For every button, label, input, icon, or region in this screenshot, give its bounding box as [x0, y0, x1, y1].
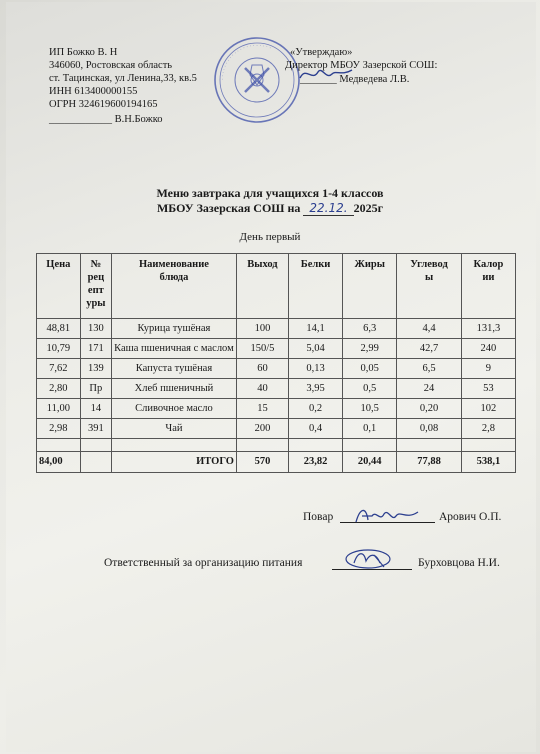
column-header-carbs: Углевод ы: [397, 254, 462, 319]
cook-name: Арович О.П.: [439, 511, 502, 523]
cell-protein: 0,2: [288, 399, 342, 419]
column-header-fat: Жиры: [343, 254, 397, 319]
column-header-price: Цена: [37, 254, 81, 319]
empty-cell: [236, 439, 288, 452]
cell-calories: 9: [461, 359, 515, 379]
cell-fat: 2,99: [343, 339, 397, 359]
responsible-signature-scribble: [340, 545, 400, 573]
empty-cell: [37, 439, 81, 452]
school-name: МБОУ Зазерская СОШ на: [156, 201, 301, 215]
total-recipe-number: [80, 452, 111, 473]
table-row: [37, 319, 516, 339]
total-fat: 20,44: [343, 452, 397, 473]
cell-protein: 5,04: [288, 339, 342, 359]
approve-label: «Утверждаю»: [290, 47, 353, 58]
cell-carbs: 0,20: [397, 399, 462, 419]
column-header-yield: Выход: [236, 254, 288, 319]
cell-yield: 40: [236, 379, 288, 399]
cell-price: 2,80: [37, 379, 81, 399]
company-ogrn: ОГРН 324619600194165: [49, 99, 158, 110]
responsible-name: Бурховцова Н.И.: [418, 557, 500, 569]
signature-blank: ____________: [49, 114, 112, 125]
menu-school-date: [0, 201, 540, 216]
table-total-row: [37, 452, 516, 473]
cell-dish-name: Хлеб пшеничный: [111, 379, 236, 399]
column-header-protein: Белки: [288, 254, 342, 319]
cell-protein: 0,13: [288, 359, 342, 379]
empty-cell: [80, 439, 111, 452]
cell-dish-name: Курица тушёная: [111, 319, 236, 339]
cell-recipe-number: Пр: [80, 379, 111, 399]
cell-recipe-number: 171: [80, 339, 111, 359]
approve-position: Директор МБОУ Зазерской СОШ:: [285, 60, 438, 71]
cell-recipe-number: 391: [80, 419, 111, 439]
cell-dish-name: Каша пшеничная с маслом: [111, 339, 236, 359]
company-signature: [49, 113, 163, 126]
empty-cell: [111, 439, 236, 452]
cell-calories: 102: [461, 399, 515, 419]
cell-carbs: 42,7: [397, 339, 462, 359]
cell-price: 10,79: [37, 339, 81, 359]
menu-title: Меню завтрака для учащихся 1-4 классов: [156, 186, 384, 200]
empty-cell: [288, 439, 342, 452]
cell-dish-name: Чай: [111, 419, 236, 439]
cell-fat: 6,3: [343, 319, 397, 339]
cell-fat: 0,1: [343, 419, 397, 439]
company-address-street: ст. Тацинская, ул Ленина,33, кв.5: [49, 73, 197, 84]
cell-yield: 15: [236, 399, 288, 419]
cell-dish-name: Капуста тушёная: [111, 359, 236, 379]
table-row: [37, 399, 516, 419]
company-address-region: 346060, Ростовская область: [49, 60, 173, 71]
cell-price: 11,00: [37, 399, 81, 419]
company-name: ИП Божко В. Н: [49, 47, 118, 58]
cell-calories: 2,8: [461, 419, 515, 439]
cell-yield: 60: [236, 359, 288, 379]
cell-calories: 131,3: [461, 319, 515, 339]
column-header-calories: Калор ии: [461, 254, 515, 319]
cell-price: 2,98: [37, 419, 81, 439]
empty-cell: [343, 439, 397, 452]
svg-text:· · · · · · · · · · · · · · ·: · · · · · · · · · · · · · · · · · · · · ·: [219, 42, 272, 81]
cell-dish-name: Сливочное масло: [111, 399, 236, 419]
column-header-recipe-number: № рец епт уры: [80, 254, 111, 319]
column-header-dish-name: Наименование блюда: [111, 254, 236, 319]
cook-label: Повар: [303, 511, 334, 523]
cell-recipe-number: 14: [80, 399, 111, 419]
cell-yield: 200: [236, 419, 288, 439]
director-signature-scribble: [296, 62, 356, 84]
table-row: [37, 359, 516, 379]
table-row: [37, 379, 516, 399]
table-header-row: [37, 254, 516, 319]
cell-fat: 0,5: [343, 379, 397, 399]
cell-yield: 100: [236, 319, 288, 339]
total-carbs: 77,88: [397, 452, 462, 473]
cell-recipe-number: 139: [80, 359, 111, 379]
menu-date: 22.12.: [303, 201, 353, 216]
total-yield: 570: [236, 452, 288, 473]
cell-carbs: 4,4: [397, 319, 462, 339]
empty-cell: [461, 439, 515, 452]
cell-recipe-number: 130: [80, 319, 111, 339]
responsible-label: Ответственный за организацию питания: [104, 557, 303, 569]
cell-carbs: 0,08: [397, 419, 462, 439]
cell-carbs: 6,5: [397, 359, 462, 379]
cell-fat: 0,05: [343, 359, 397, 379]
total-protein: 23,82: [288, 452, 342, 473]
cell-yield: 150/5: [236, 339, 288, 359]
approve-blank: _______: [300, 74, 337, 85]
empty-cell: [397, 439, 462, 452]
cell-price: 48,81: [37, 319, 81, 339]
official-seal-stamp: [212, 35, 302, 125]
approve-name: Медведева Л.В.: [339, 74, 410, 85]
total-price: 84,00: [37, 452, 81, 473]
cook-signature-scribble: [352, 502, 422, 528]
total-dish-name: ИТОГО: [111, 452, 236, 473]
total-calories: 538,1: [461, 452, 515, 473]
cell-calories: 240: [461, 339, 515, 359]
table-row: [37, 339, 516, 359]
day-label: День первый: [239, 231, 301, 243]
cell-fat: 10,5: [343, 399, 397, 419]
cell-protein: 0,4: [288, 419, 342, 439]
menu-table: [36, 253, 516, 473]
cell-price: 7,62: [37, 359, 81, 379]
table-row: [37, 419, 516, 439]
table-spacer-row: [37, 439, 516, 452]
signature-name: В.Н.Божко: [114, 114, 163, 125]
cell-protein: 14,1: [288, 319, 342, 339]
cell-calories: 53: [461, 379, 515, 399]
cell-protein: 3,95: [288, 379, 342, 399]
menu-year: 2025г: [353, 201, 384, 215]
cell-carbs: 24: [397, 379, 462, 399]
company-inn: ИНН 613400000155: [49, 86, 138, 97]
